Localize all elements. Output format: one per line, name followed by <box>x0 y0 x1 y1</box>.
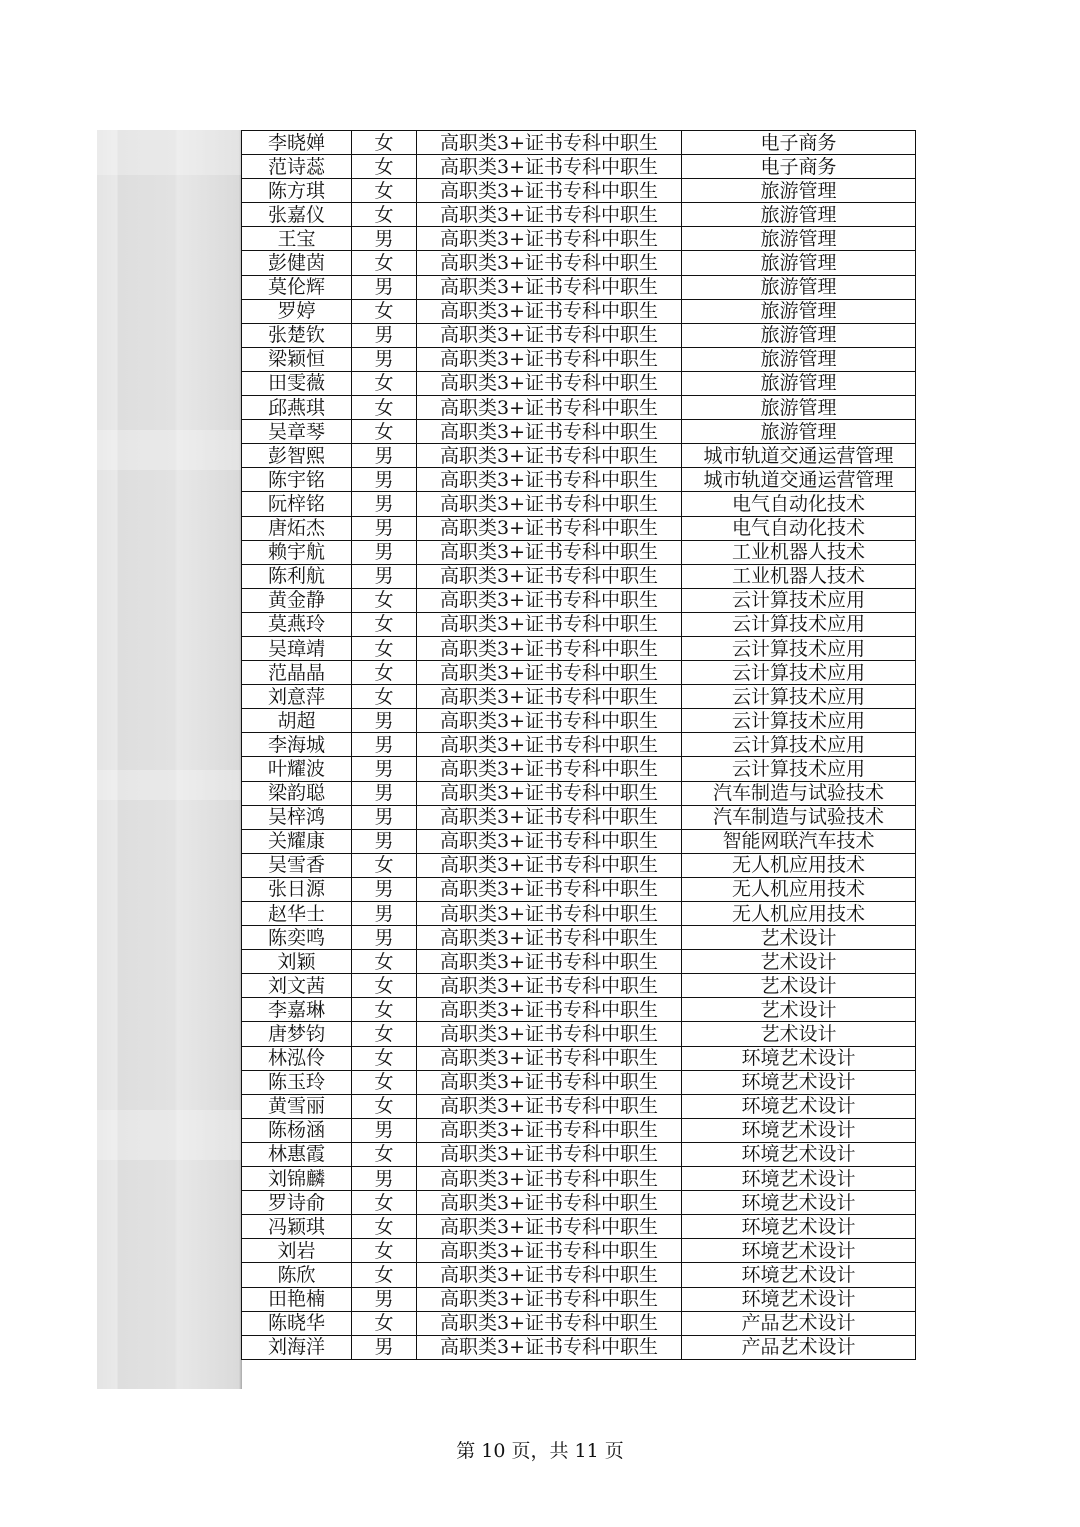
name-cell: 陈宇铭 <box>242 468 352 492</box>
gender-cell: 男 <box>352 781 417 805</box>
table-row <box>242 299 916 323</box>
gender-cell: 女 <box>352 371 417 395</box>
gender-cell: 男 <box>352 1335 417 1359</box>
table-row <box>242 829 916 853</box>
gender-cell: 女 <box>352 131 417 155</box>
gender-cell: 女 <box>352 588 417 612</box>
table-row <box>242 757 916 781</box>
table-row <box>242 733 916 757</box>
table-row <box>242 1022 916 1046</box>
major-cell: 环境艺术设计 <box>682 1167 916 1191</box>
name-cell: 陈利航 <box>242 564 352 588</box>
gender-cell: 男 <box>352 1167 417 1191</box>
name-cell: 刘颖 <box>242 950 352 974</box>
major-cell: 环境艺术设计 <box>682 1239 916 1263</box>
gender-cell: 女 <box>352 179 417 203</box>
category-cell: 高职类3+证书专科中职生 <box>417 251 682 275</box>
major-cell: 旅游管理 <box>682 203 916 227</box>
table-row <box>242 636 916 660</box>
major-cell: 旅游管理 <box>682 396 916 420</box>
major-cell: 环境艺术设计 <box>682 1215 916 1239</box>
major-cell: 艺术设计 <box>682 974 916 998</box>
page-number: 第 10 页，共 11 页 <box>456 1440 624 1462</box>
category-cell: 高职类3+证书专科中职生 <box>417 540 682 564</box>
table-row <box>242 396 916 420</box>
major-cell: 云计算技术应用 <box>682 612 916 636</box>
name-cell: 陈方琪 <box>242 179 352 203</box>
major-cell: 艺术设计 <box>682 998 916 1022</box>
category-cell: 高职类3+证书专科中职生 <box>417 661 682 685</box>
table-row <box>242 588 916 612</box>
table-row <box>242 1215 916 1239</box>
table-row <box>242 1263 916 1287</box>
table-row <box>242 347 916 371</box>
table-row <box>242 781 916 805</box>
redacted-columns <box>97 130 242 1389</box>
category-cell: 高职类3+证书专科中职生 <box>417 275 682 299</box>
name-cell: 唐炻杰 <box>242 516 352 540</box>
category-cell: 高职类3+证书专科中职生 <box>417 1287 682 1311</box>
name-cell: 刘意萍 <box>242 685 352 709</box>
major-cell: 艺术设计 <box>682 950 916 974</box>
name-cell: 彭健茵 <box>242 251 352 275</box>
category-cell: 高职类3+证书专科中职生 <box>417 227 682 251</box>
category-cell: 高职类3+证书专科中职生 <box>417 685 682 709</box>
name-cell: 陈奕鸣 <box>242 926 352 950</box>
gender-cell: 男 <box>352 444 417 468</box>
table-row <box>242 1094 916 1118</box>
category-cell: 高职类3+证书专科中职生 <box>417 1239 682 1263</box>
name-cell: 陈欣 <box>242 1263 352 1287</box>
table-row <box>242 1046 916 1070</box>
major-cell: 旅游管理 <box>682 347 916 371</box>
name-cell: 刘岩 <box>242 1239 352 1263</box>
major-cell: 无人机应用技术 <box>682 853 916 877</box>
category-cell: 高职类3+证书专科中职生 <box>417 1022 682 1046</box>
major-cell: 环境艺术设计 <box>682 1191 916 1215</box>
gender-cell: 女 <box>352 155 417 179</box>
major-cell: 电子商务 <box>682 131 916 155</box>
table-body <box>242 131 916 1360</box>
category-cell: 高职类3+证书专科中职生 <box>417 950 682 974</box>
table-row <box>242 974 916 998</box>
name-cell: 莫伦辉 <box>242 275 352 299</box>
major-cell: 云计算技术应用 <box>682 709 916 733</box>
name-cell: 吴章琴 <box>242 420 352 444</box>
name-cell: 叶耀波 <box>242 757 352 781</box>
major-cell: 旅游管理 <box>682 323 916 347</box>
gender-cell: 女 <box>352 685 417 709</box>
table-row <box>242 612 916 636</box>
gender-cell: 男 <box>352 877 417 901</box>
major-cell: 电子商务 <box>682 155 916 179</box>
category-cell: 高职类3+证书专科中职生 <box>417 1167 682 1191</box>
name-cell: 罗诗俞 <box>242 1191 352 1215</box>
name-cell: 胡超 <box>242 709 352 733</box>
category-cell: 高职类3+证书专科中职生 <box>417 926 682 950</box>
name-cell: 阮梓铭 <box>242 492 352 516</box>
gender-cell: 女 <box>352 203 417 227</box>
name-cell: 范诗蕊 <box>242 155 352 179</box>
gender-cell: 男 <box>352 757 417 781</box>
name-cell: 彭智熙 <box>242 444 352 468</box>
table-row <box>242 131 916 155</box>
name-cell: 黄雪丽 <box>242 1094 352 1118</box>
name-cell: 范晶晶 <box>242 661 352 685</box>
gender-cell: 女 <box>352 998 417 1022</box>
category-cell: 高职类3+证书专科中职生 <box>417 420 682 444</box>
category-cell: 高职类3+证书专科中职生 <box>417 805 682 829</box>
table-row <box>242 492 916 516</box>
table-row <box>242 323 916 347</box>
name-cell: 张嘉仪 <box>242 203 352 227</box>
gender-cell: 男 <box>352 1287 417 1311</box>
major-cell: 汽车制造与试验技术 <box>682 805 916 829</box>
major-cell: 汽车制造与试验技术 <box>682 781 916 805</box>
major-cell: 旅游管理 <box>682 251 916 275</box>
major-cell: 旅游管理 <box>682 420 916 444</box>
table-row <box>242 227 916 251</box>
category-cell: 高职类3+证书专科中职生 <box>417 998 682 1022</box>
gender-cell: 女 <box>352 251 417 275</box>
major-cell: 旅游管理 <box>682 299 916 323</box>
category-cell: 高职类3+证书专科中职生 <box>417 371 682 395</box>
major-cell: 产品艺术设计 <box>682 1335 916 1359</box>
gender-cell: 男 <box>352 709 417 733</box>
major-cell: 城市轨道交通运营管理 <box>682 468 916 492</box>
name-cell: 唐梦钧 <box>242 1022 352 1046</box>
gender-cell: 男 <box>352 1118 417 1142</box>
major-cell: 旅游管理 <box>682 371 916 395</box>
major-cell: 艺术设计 <box>682 926 916 950</box>
table-row <box>242 203 916 227</box>
major-cell: 旅游管理 <box>682 227 916 251</box>
gender-cell: 女 <box>352 612 417 636</box>
major-cell: 环境艺术设计 <box>682 1094 916 1118</box>
gender-cell: 男 <box>352 468 417 492</box>
gender-cell: 女 <box>352 1022 417 1046</box>
table-row <box>242 661 916 685</box>
name-cell: 冯颖琪 <box>242 1215 352 1239</box>
name-cell: 田艳楠 <box>242 1287 352 1311</box>
table-row <box>242 1118 916 1142</box>
gender-cell: 男 <box>352 805 417 829</box>
name-cell: 关耀康 <box>242 829 352 853</box>
gender-cell: 女 <box>352 1191 417 1215</box>
category-cell: 高职类3+证书专科中职生 <box>417 1263 682 1287</box>
major-cell: 艺术设计 <box>682 1022 916 1046</box>
gender-cell: 女 <box>352 299 417 323</box>
table-row <box>242 950 916 974</box>
table-row <box>242 1167 916 1191</box>
gender-cell: 女 <box>352 396 417 420</box>
major-cell: 云计算技术应用 <box>682 636 916 660</box>
gender-cell: 女 <box>352 1046 417 1070</box>
table-row <box>242 540 916 564</box>
name-cell: 邱燕琪 <box>242 396 352 420</box>
major-cell: 环境艺术设计 <box>682 1263 916 1287</box>
gender-cell: 女 <box>352 974 417 998</box>
major-cell: 云计算技术应用 <box>682 661 916 685</box>
name-cell: 刘锦麟 <box>242 1167 352 1191</box>
gender-cell: 男 <box>352 323 417 347</box>
category-cell: 高职类3+证书专科中职生 <box>417 853 682 877</box>
gender-cell: 女 <box>352 1215 417 1239</box>
gender-cell: 女 <box>352 1142 417 1166</box>
table-row <box>242 420 916 444</box>
category-cell: 高职类3+证书专科中职生 <box>417 588 682 612</box>
name-cell: 赖宇航 <box>242 540 352 564</box>
gender-cell: 女 <box>352 1070 417 1094</box>
category-cell: 高职类3+证书专科中职生 <box>417 1215 682 1239</box>
gender-cell: 女 <box>352 420 417 444</box>
name-cell: 莫燕玲 <box>242 612 352 636</box>
name-cell: 李海城 <box>242 733 352 757</box>
gender-cell: 男 <box>352 733 417 757</box>
gender-cell: 男 <box>352 926 417 950</box>
major-cell: 电气自动化技术 <box>682 492 916 516</box>
name-cell: 陈晓华 <box>242 1311 352 1335</box>
table-row <box>242 468 916 492</box>
table-row <box>242 1239 916 1263</box>
name-cell: 陈杨涵 <box>242 1118 352 1142</box>
name-cell: 张日源 <box>242 877 352 901</box>
name-cell: 吴梓鸿 <box>242 805 352 829</box>
category-cell: 高职类3+证书专科中职生 <box>417 612 682 636</box>
category-cell: 高职类3+证书专科中职生 <box>417 468 682 492</box>
category-cell: 高职类3+证书专科中职生 <box>417 636 682 660</box>
name-cell: 张楚钦 <box>242 323 352 347</box>
table-row <box>242 902 916 926</box>
table-row <box>242 251 916 275</box>
category-cell: 高职类3+证书专科中职生 <box>417 516 682 540</box>
table-row <box>242 998 916 1022</box>
name-cell: 梁颖恒 <box>242 347 352 371</box>
table-row <box>242 805 916 829</box>
category-cell: 高职类3+证书专科中职生 <box>417 1118 682 1142</box>
gender-cell: 男 <box>352 275 417 299</box>
table-row <box>242 1287 916 1311</box>
major-cell: 环境艺术设计 <box>682 1142 916 1166</box>
name-cell: 刘海洋 <box>242 1335 352 1359</box>
category-cell: 高职类3+证书专科中职生 <box>417 902 682 926</box>
major-cell: 云计算技术应用 <box>682 588 916 612</box>
table-row <box>242 371 916 395</box>
table-row <box>242 179 916 203</box>
category-cell: 高职类3+证书专科中职生 <box>417 179 682 203</box>
name-cell: 梁韵聪 <box>242 781 352 805</box>
gender-cell: 男 <box>352 902 417 926</box>
gender-cell: 男 <box>352 516 417 540</box>
table-row <box>242 1142 916 1166</box>
name-cell: 林泓伶 <box>242 1046 352 1070</box>
category-cell: 高职类3+证书专科中职生 <box>417 492 682 516</box>
name-cell: 田雯薇 <box>242 371 352 395</box>
category-cell: 高职类3+证书专科中职生 <box>417 1311 682 1335</box>
category-cell: 高职类3+证书专科中职生 <box>417 974 682 998</box>
category-cell: 高职类3+证书专科中职生 <box>417 1094 682 1118</box>
gender-cell: 女 <box>352 853 417 877</box>
gender-cell: 男 <box>352 564 417 588</box>
category-cell: 高职类3+证书专科中职生 <box>417 396 682 420</box>
major-cell: 工业机器人技术 <box>682 540 916 564</box>
category-cell: 高职类3+证书专科中职生 <box>417 323 682 347</box>
table-row <box>242 1311 916 1335</box>
category-cell: 高职类3+证书专科中职生 <box>417 564 682 588</box>
major-cell: 城市轨道交通运营管理 <box>682 444 916 468</box>
gender-cell: 男 <box>352 492 417 516</box>
table-row <box>242 853 916 877</box>
major-cell: 云计算技术应用 <box>682 757 916 781</box>
category-cell: 高职类3+证书专科中职生 <box>417 155 682 179</box>
table-row <box>242 275 916 299</box>
category-cell: 高职类3+证书专科中职生 <box>417 733 682 757</box>
category-cell: 高职类3+证书专科中职生 <box>417 757 682 781</box>
category-cell: 高职类3+证书专科中职生 <box>417 781 682 805</box>
category-cell: 高职类3+证书专科中职生 <box>417 299 682 323</box>
student-list-table <box>241 130 916 1360</box>
table-row <box>242 926 916 950</box>
category-cell: 高职类3+证书专科中职生 <box>417 444 682 468</box>
major-cell: 产品艺术设计 <box>682 1311 916 1335</box>
gender-cell: 男 <box>352 227 417 251</box>
table-row <box>242 444 916 468</box>
major-cell: 旅游管理 <box>682 275 916 299</box>
category-cell: 高职类3+证书专科中职生 <box>417 1070 682 1094</box>
category-cell: 高职类3+证书专科中职生 <box>417 1142 682 1166</box>
name-cell: 罗婷 <box>242 299 352 323</box>
gender-cell: 女 <box>352 1263 417 1287</box>
gender-cell: 女 <box>352 1094 417 1118</box>
gender-cell: 女 <box>352 1239 417 1263</box>
name-cell: 林惠霞 <box>242 1142 352 1166</box>
category-cell: 高职类3+证书专科中职生 <box>417 709 682 733</box>
table-row <box>242 1191 916 1215</box>
category-cell: 高职类3+证书专科中职生 <box>417 1046 682 1070</box>
table-row <box>242 685 916 709</box>
name-cell: 赵华士 <box>242 902 352 926</box>
major-cell: 旅游管理 <box>682 179 916 203</box>
name-cell: 陈玉玲 <box>242 1070 352 1094</box>
name-cell: 王宝 <box>242 227 352 251</box>
gender-cell: 男 <box>352 347 417 371</box>
name-cell: 李晓婵 <box>242 131 352 155</box>
table-row <box>242 516 916 540</box>
name-cell: 黄金静 <box>242 588 352 612</box>
major-cell: 云计算技术应用 <box>682 685 916 709</box>
major-cell: 环境艺术设计 <box>682 1287 916 1311</box>
major-cell: 环境艺术设计 <box>682 1070 916 1094</box>
major-cell: 无人机应用技术 <box>682 877 916 901</box>
table-row <box>242 155 916 179</box>
admission-table <box>241 130 915 1360</box>
gender-cell: 女 <box>352 661 417 685</box>
table-row <box>242 877 916 901</box>
major-cell: 工业机器人技术 <box>682 564 916 588</box>
name-cell: 吴璋靖 <box>242 636 352 660</box>
gender-cell: 女 <box>352 1311 417 1335</box>
table-row <box>242 709 916 733</box>
gender-cell: 女 <box>352 950 417 974</box>
gender-cell: 男 <box>352 829 417 853</box>
table-row <box>242 564 916 588</box>
category-cell: 高职类3+证书专科中职生 <box>417 347 682 371</box>
category-cell: 高职类3+证书专科中职生 <box>417 829 682 853</box>
gender-cell: 女 <box>352 636 417 660</box>
category-cell: 高职类3+证书专科中职生 <box>417 131 682 155</box>
category-cell: 高职类3+证书专科中职生 <box>417 1335 682 1359</box>
name-cell: 李嘉琳 <box>242 998 352 1022</box>
major-cell: 环境艺术设计 <box>682 1118 916 1142</box>
table-row <box>242 1070 916 1094</box>
major-cell: 无人机应用技术 <box>682 902 916 926</box>
name-cell: 吴雪香 <box>242 853 352 877</box>
major-cell: 环境艺术设计 <box>682 1046 916 1070</box>
major-cell: 智能网联汽车技术 <box>682 829 916 853</box>
gender-cell: 男 <box>352 540 417 564</box>
category-cell: 高职类3+证书专科中职生 <box>417 203 682 227</box>
major-cell: 云计算技术应用 <box>682 733 916 757</box>
major-cell: 电气自动化技术 <box>682 516 916 540</box>
category-cell: 高职类3+证书专科中职生 <box>417 877 682 901</box>
category-cell: 高职类3+证书专科中职生 <box>417 1191 682 1215</box>
name-cell: 刘文茜 <box>242 974 352 998</box>
table-row <box>242 1335 916 1359</box>
